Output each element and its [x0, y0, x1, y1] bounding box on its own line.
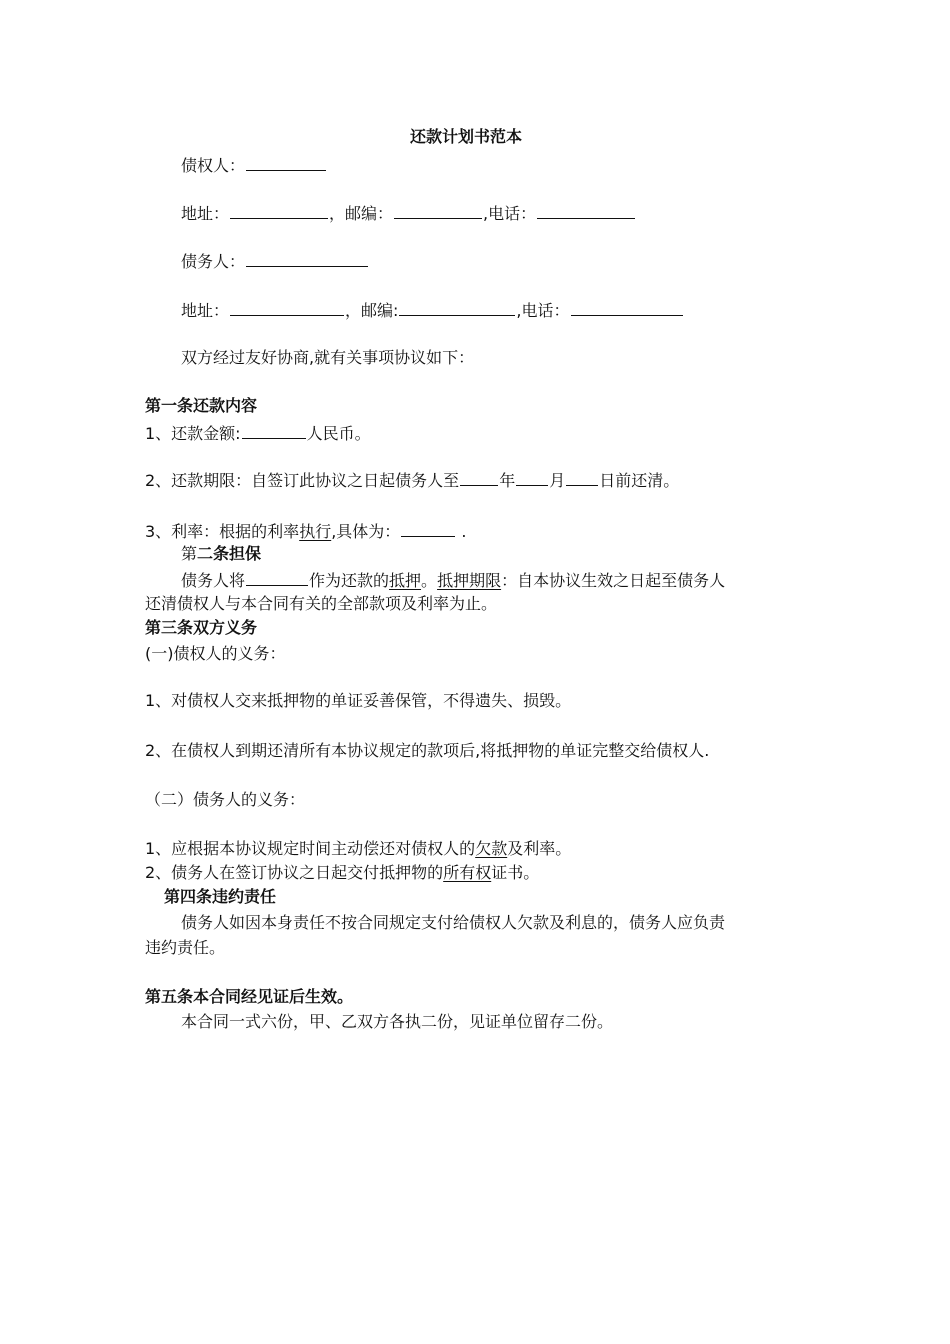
article-2-paragraph-line-2: 还清债权人与本合同有关的全部款项及利率为止。 [145, 594, 498, 613]
debt-link[interactable]: 欠款 [475, 839, 508, 858]
amount-blank[interactable] [242, 421, 306, 439]
debtor-obligation-1-text: 1、应根据本协议规定时间主动偿还对债权人的 [145, 839, 476, 858]
article-4-paragraph-line-1: 债务人如因本身责任不按合同规定支付给债权人欠款及利息的，债务人应负责 [181, 913, 726, 932]
creditor-obligations-heading: (一)债权人的义务： [145, 644, 286, 663]
debtor-name-blank[interactable] [246, 249, 368, 267]
article-2-heading-text: 二条担保 [197, 544, 262, 563]
article-4-paragraph-line-2: 违约责任。 [145, 938, 226, 957]
creditor-address-label: 地址： [181, 204, 230, 223]
article-2-heading-prefix: 第 [181, 544, 198, 563]
intro-paragraph: 双方经过友好协商,就有关事项协议如下： [181, 348, 475, 367]
article-3-heading: 第三条双方义务 [145, 618, 258, 637]
rate-period: . [456, 522, 467, 541]
year-label: 年 [499, 471, 516, 490]
document-title: 还款计划书范本 [410, 127, 523, 146]
execute-link[interactable]: 执行 [299, 522, 332, 541]
mortgage-term-link[interactable]: 抵押期限 [437, 571, 502, 590]
debtor-name-line [181, 249, 369, 271]
debtor-address-label: 地址： [181, 301, 230, 320]
article-2-paragraph-line-1 [181, 568, 725, 590]
creditor-zip-label: ，邮编： [329, 204, 394, 223]
mortgage-link[interactable]: 抵押 [389, 571, 422, 590]
article-2-heading [181, 543, 261, 565]
debtor-zip-blank[interactable] [399, 298, 515, 316]
rate-detail-label: ,具体为： [331, 522, 401, 541]
year-blank[interactable] [460, 468, 498, 486]
creditor-tel-blank[interactable] [537, 201, 635, 219]
creditor-tel-label: ,电话： [483, 204, 537, 223]
amount-currency: 人民币。 [306, 424, 371, 443]
punctuation: 。 [421, 571, 438, 590]
rate-label: 3、利率：根据的利率 [145, 522, 300, 541]
creditor-name-line [181, 153, 327, 175]
debtor-zip-label: ，邮编: [345, 301, 399, 320]
collateral-blank[interactable] [246, 568, 308, 586]
debtor-obligations-heading: （二）债务人的义务： [145, 790, 306, 809]
article-1-item-3 [145, 519, 466, 541]
debtor-tel-label: ,电话： [516, 301, 570, 320]
article-5-heading: 第五条本合同经见证后生效。 [145, 987, 354, 1006]
debtor-obligation-2 [145, 862, 539, 884]
rate-blank[interactable] [401, 519, 455, 537]
creditor-label: 债权人： [181, 156, 246, 175]
debtor-obligation-1-end: 及利率。 [507, 839, 572, 858]
debtor-obligation-2-end: 证书。 [491, 863, 540, 882]
debtor-tel-blank[interactable] [571, 298, 683, 316]
debtor-obligation-2-text: 2、债务人在签订协议之日起交付抵押物的 [145, 863, 444, 882]
creditor-address-line [181, 201, 636, 223]
ownership-link[interactable]: 所有权 [443, 863, 492, 882]
article-5-paragraph: 本合同一式六份，甲、乙双方各执二份，见证单位留存二份。 [181, 1012, 614, 1031]
day-label: 日前还清。 [599, 471, 680, 490]
article-1-item-2 [145, 468, 679, 490]
creditor-address-blank[interactable] [230, 201, 328, 219]
term-label: 2、还款期限：自签订此协议之日起债务人至 [145, 471, 460, 490]
debtor-address-blank[interactable] [230, 298, 344, 316]
mortgage-term-text: ：自本协议生效之日起至债务人 [501, 571, 726, 590]
creditor-zip-blank[interactable] [394, 201, 482, 219]
article-1-heading: 第一条还款内容 [145, 396, 258, 415]
debtor-label: 债务人： [181, 252, 246, 271]
day-blank[interactable] [566, 468, 598, 486]
debtor-obligation-1 [145, 838, 571, 860]
creditor-obligation-1: 1、对债权人交来抵押物的单证妥善保管，不得遗失、损毁。 [145, 691, 572, 710]
month-label: 月 [549, 471, 566, 490]
creditor-name-blank[interactable] [246, 153, 326, 171]
amount-label: 1、还款金额: [145, 424, 241, 443]
article-4-heading: 第四条违约责任 [164, 887, 277, 906]
creditor-obligation-2: 2、在债权人到期还清所有本协议规定的款项后,将抵押物的单证完整交给债权人. [145, 741, 710, 760]
month-blank[interactable] [516, 468, 548, 486]
collateral-purpose: 作为还款的 [309, 571, 390, 590]
collateral-label: 债务人将 [181, 571, 246, 590]
article-1-item-1 [145, 421, 371, 443]
debtor-address-line [181, 298, 684, 320]
